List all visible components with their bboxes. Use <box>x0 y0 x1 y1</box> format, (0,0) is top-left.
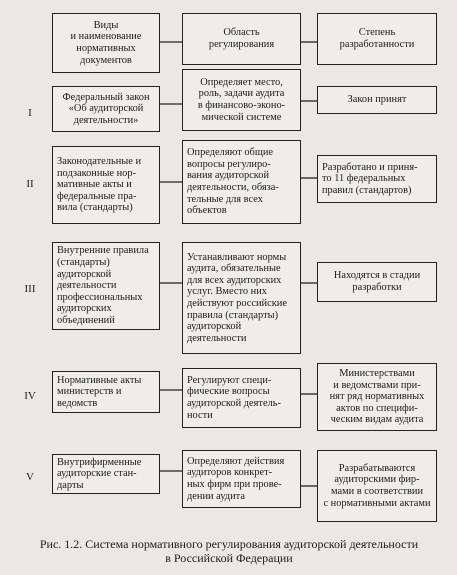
header-status: Степень разработанности <box>317 13 437 65</box>
header-scope: Область регулирования <box>182 13 301 65</box>
row-5-documents: Внутрифирменные аудиторские стан- дарты <box>52 454 160 494</box>
level-label-2: II <box>26 178 34 190</box>
row-1-status: Закон принят <box>317 86 437 114</box>
row-1-scope: Определяет место, роль, задачи аудита в финансово-эконо- мической системе <box>182 69 301 131</box>
row-2-scope: Определяют общие вопросы регулиро- вания аудиторской деятельности, обяза- тельные для всех объектов <box>182 140 301 224</box>
level-label-5: V <box>26 471 34 483</box>
row-2-status: Разработано и приня- то 11 федеральных правил (стандартов) <box>317 155 437 203</box>
level-label-4: IV <box>24 390 36 402</box>
row-4-scope: Регулируют специ- фические вопросы аудиторской деятель- ности <box>182 368 301 428</box>
row-4-status: Министерствами и ведомствами при- нят ряд нормативных актов по специфи- ческим видам аудита <box>317 363 437 431</box>
row-4-documents: Нормативные акты министерств и ведомств <box>52 371 160 413</box>
header-documents: Виды и наименование нормативных документов <box>52 13 160 73</box>
figure-caption: Рис. 1.2. Система нормативного регулирования аудиторской деятельности в Российской Федерации <box>39 537 419 565</box>
row-5-status: Разрабатываются аудиторскими фир- мами в соответствии с нормативными актами <box>317 450 437 522</box>
row-3-scope: Устанавливают нормы аудита, обязательные для всех аудиторских услуг. Вместо них действуют российские правила (стандарты) аудиторской деятельности <box>182 242 301 354</box>
row-5-scope: Определяют действия аудиторов конкрет- ных фирм при прове- дении аудита <box>182 450 301 508</box>
row-1-documents: Федеральный закон «Об аудиторской деятельности» <box>52 86 160 132</box>
level-label-1: I <box>28 107 32 119</box>
row-3-documents: Внутренние правила (стандарты) аудиторской деятельности профессиональных аудиторских объединений <box>52 242 160 330</box>
row-3-status: Находятся в стадии разработки <box>317 262 437 302</box>
level-label-3: III <box>24 283 36 295</box>
row-2-documents: Законодательные и подзаконные нор- мативные акты и федеральные пра- вила (стандарты) <box>52 146 160 224</box>
